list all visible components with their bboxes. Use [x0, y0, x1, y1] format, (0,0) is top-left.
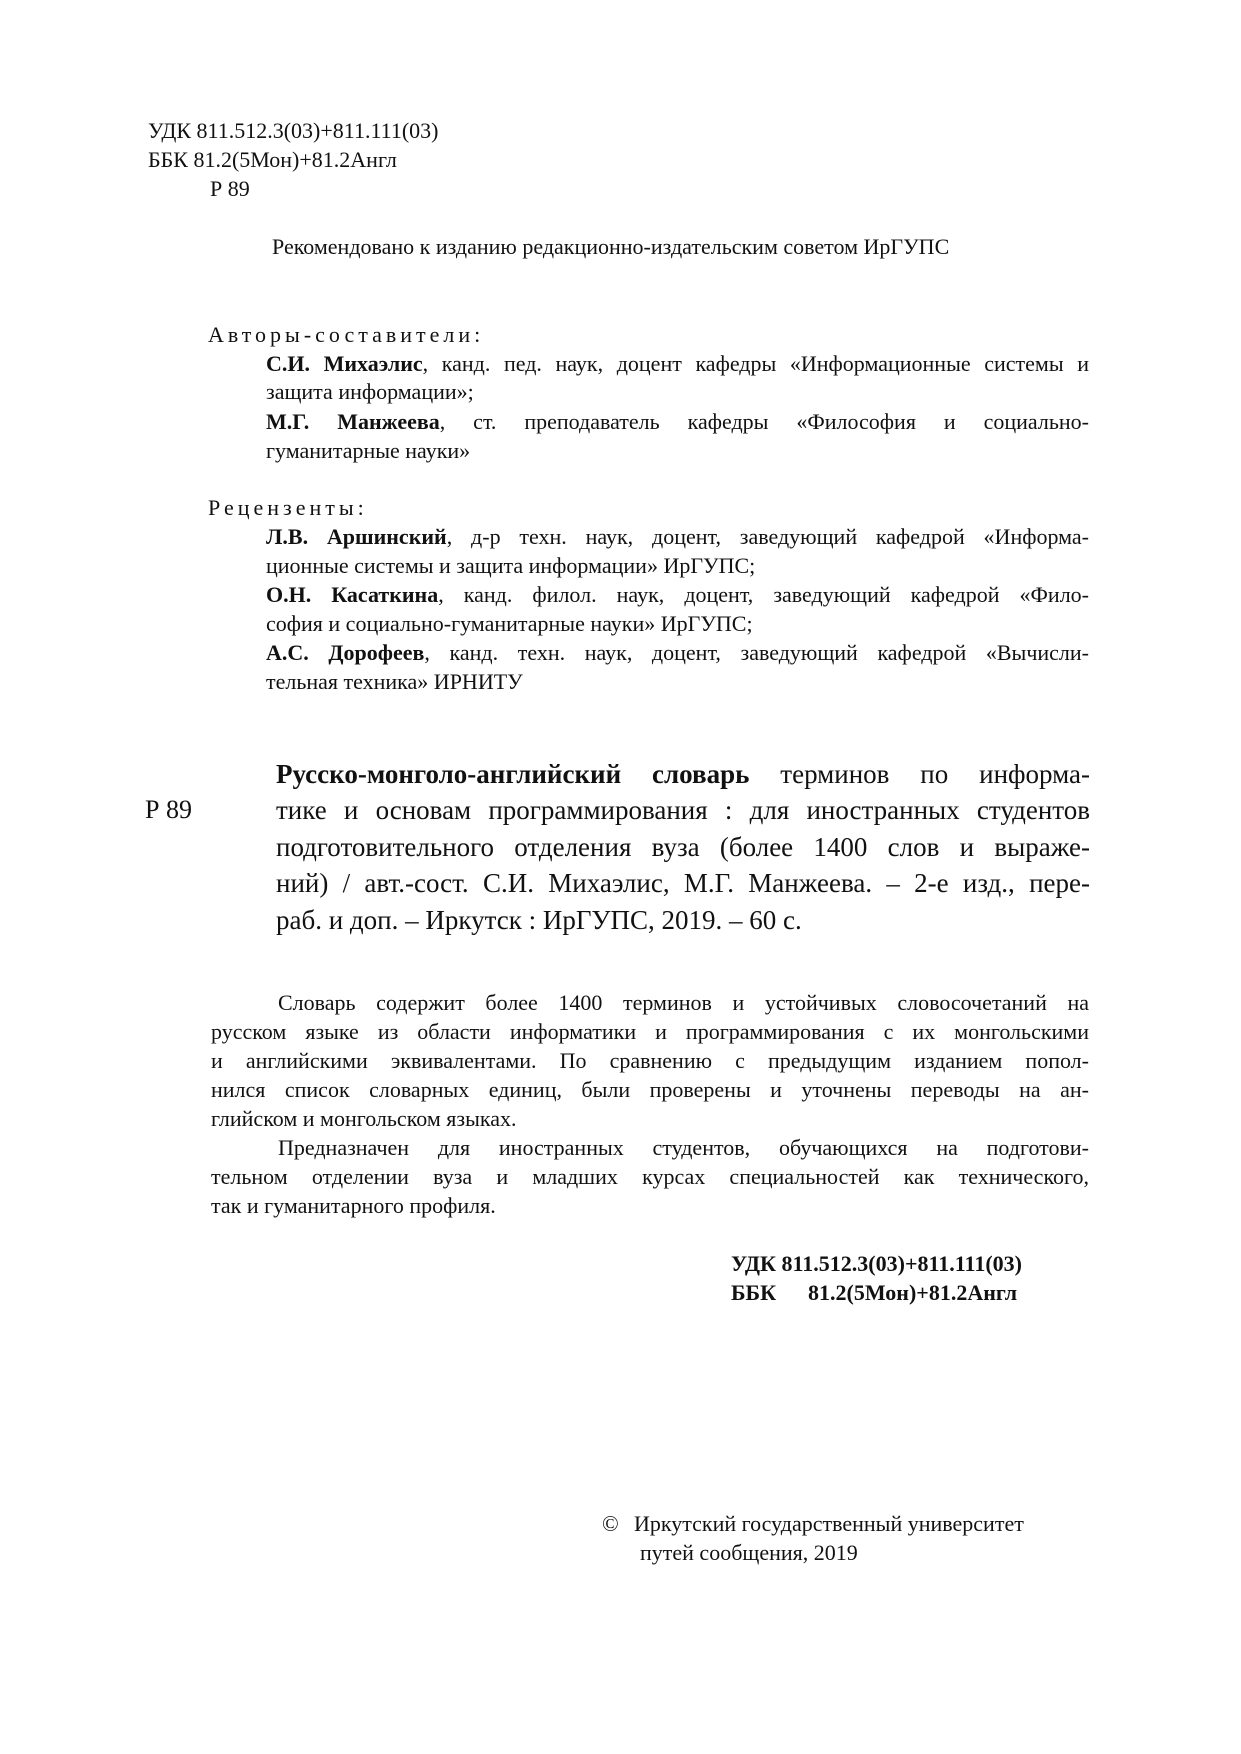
bibliographic-line: тике и основам программирования : для иностранных студентов	[276, 795, 1090, 825]
author-name: С.И. Михаэлис	[266, 351, 423, 376]
recommendation-note: Рекомендовано к изданию редакционно-издательским советом ИрГУПС	[272, 234, 950, 259]
udk-code: УДК 811.512.3(03)+811.111(03)	[148, 118, 439, 143]
reviewer-line: ционные системы и защита информации» ИрГУПС;	[266, 553, 756, 578]
bibliographic-line: подготовительного отделения вуза (более 1400 слов и выраже-	[276, 832, 1090, 862]
author-line: защита информации»;	[266, 379, 474, 404]
reviewer-line: О.Н. Касаткина, канд. филол. наук, доцент, заведующий кафедрой «Фило-	[266, 582, 1089, 607]
bibliographic-line: Русско-монголо-английский словарь терминов по информа-	[276, 759, 1091, 789]
reviewer-line: софия и социально-гуманитарные науки» ИрГУПС;	[266, 611, 753, 636]
abstract-line: Словарь содержит более 1400 терминов и устойчивых словосочетаний на	[278, 990, 1089, 1015]
book-title: Русско-монголо-английский словарь	[276, 759, 750, 789]
reviewer-name: О.Н. Касаткина	[266, 582, 439, 607]
abstract-line: Предназначен для иностранных студентов, обучающихся на подготови-	[278, 1135, 1089, 1160]
author-line: гуманитарные науки»	[266, 438, 471, 463]
bibliographic-mark: Р 89	[145, 795, 192, 824]
udk-footer: УДК 811.512.3(03)+811.111(03)	[731, 1251, 1022, 1276]
abstract-line: нился список словарных единиц, были проверены и уточнены переводы на ан-	[211, 1077, 1089, 1102]
reviewers-heading: Рецензенты:	[208, 495, 368, 520]
abstract-line: глийском и монгольском языках.	[211, 1106, 517, 1131]
abstract-line: и английскими эквивалентами. По сравнению с предыдущим изданием попол-	[211, 1048, 1089, 1073]
abstract-line: тельном отделении вуза и младших курсах специальностей как технического,	[211, 1164, 1089, 1189]
author-line: М.Г. Манжеева, ст. преподаватель кафедры «Философия и социально-	[266, 409, 1089, 434]
copyright-line: путей сообщения, 2019	[640, 1540, 858, 1565]
copyright-line: Иркутский государственный университет	[634, 1511, 1024, 1536]
bbk-footer-label: ББК	[731, 1280, 777, 1305]
bibliographic-line: раб. и доп. – Иркутск : ИрГУПС, 2019. – 60 с.	[276, 905, 802, 935]
bbk-footer-value: 81.2(5Мон)+81.2Англ	[808, 1280, 1018, 1305]
bbk-code: ББК 81.2(5Мон)+81.2Англ	[148, 147, 397, 172]
reviewer-line: Л.В. Аршинский, д-р техн. наук, доцент, заведующий кафедрой «Информа-	[266, 524, 1089, 549]
reviewer-name: А.С. Дорофеев	[266, 640, 425, 665]
author-name: М.Г. Манжеева	[266, 409, 440, 434]
reviewer-name: Л.В. Аршинский	[266, 524, 447, 549]
copyright-symbol: ©	[602, 1511, 619, 1536]
author-line: С.И. Михаэлис, канд. пед. наук, доцент кафедры «Информационные системы и	[266, 351, 1090, 376]
authors-heading: Авторы-составители:	[208, 322, 485, 347]
reviewer-line: тельная техника» ИРНИТУ	[266, 669, 523, 694]
abstract-line: русском языке из области информатики и программирования с их монгольскими	[211, 1019, 1089, 1044]
reviewer-line: А.С. Дорофеев, канд. техн. наук, доцент, заведующий кафедрой «Вычисли-	[266, 640, 1090, 665]
bibliographic-line: ний) / авт.-сост. С.И. Михаэлис, М.Г. Манжеева. – 2-е изд., пере-	[276, 868, 1090, 898]
author-mark: Р 89	[210, 176, 250, 201]
abstract-line: так и гуманитарного профиля.	[211, 1193, 496, 1218]
